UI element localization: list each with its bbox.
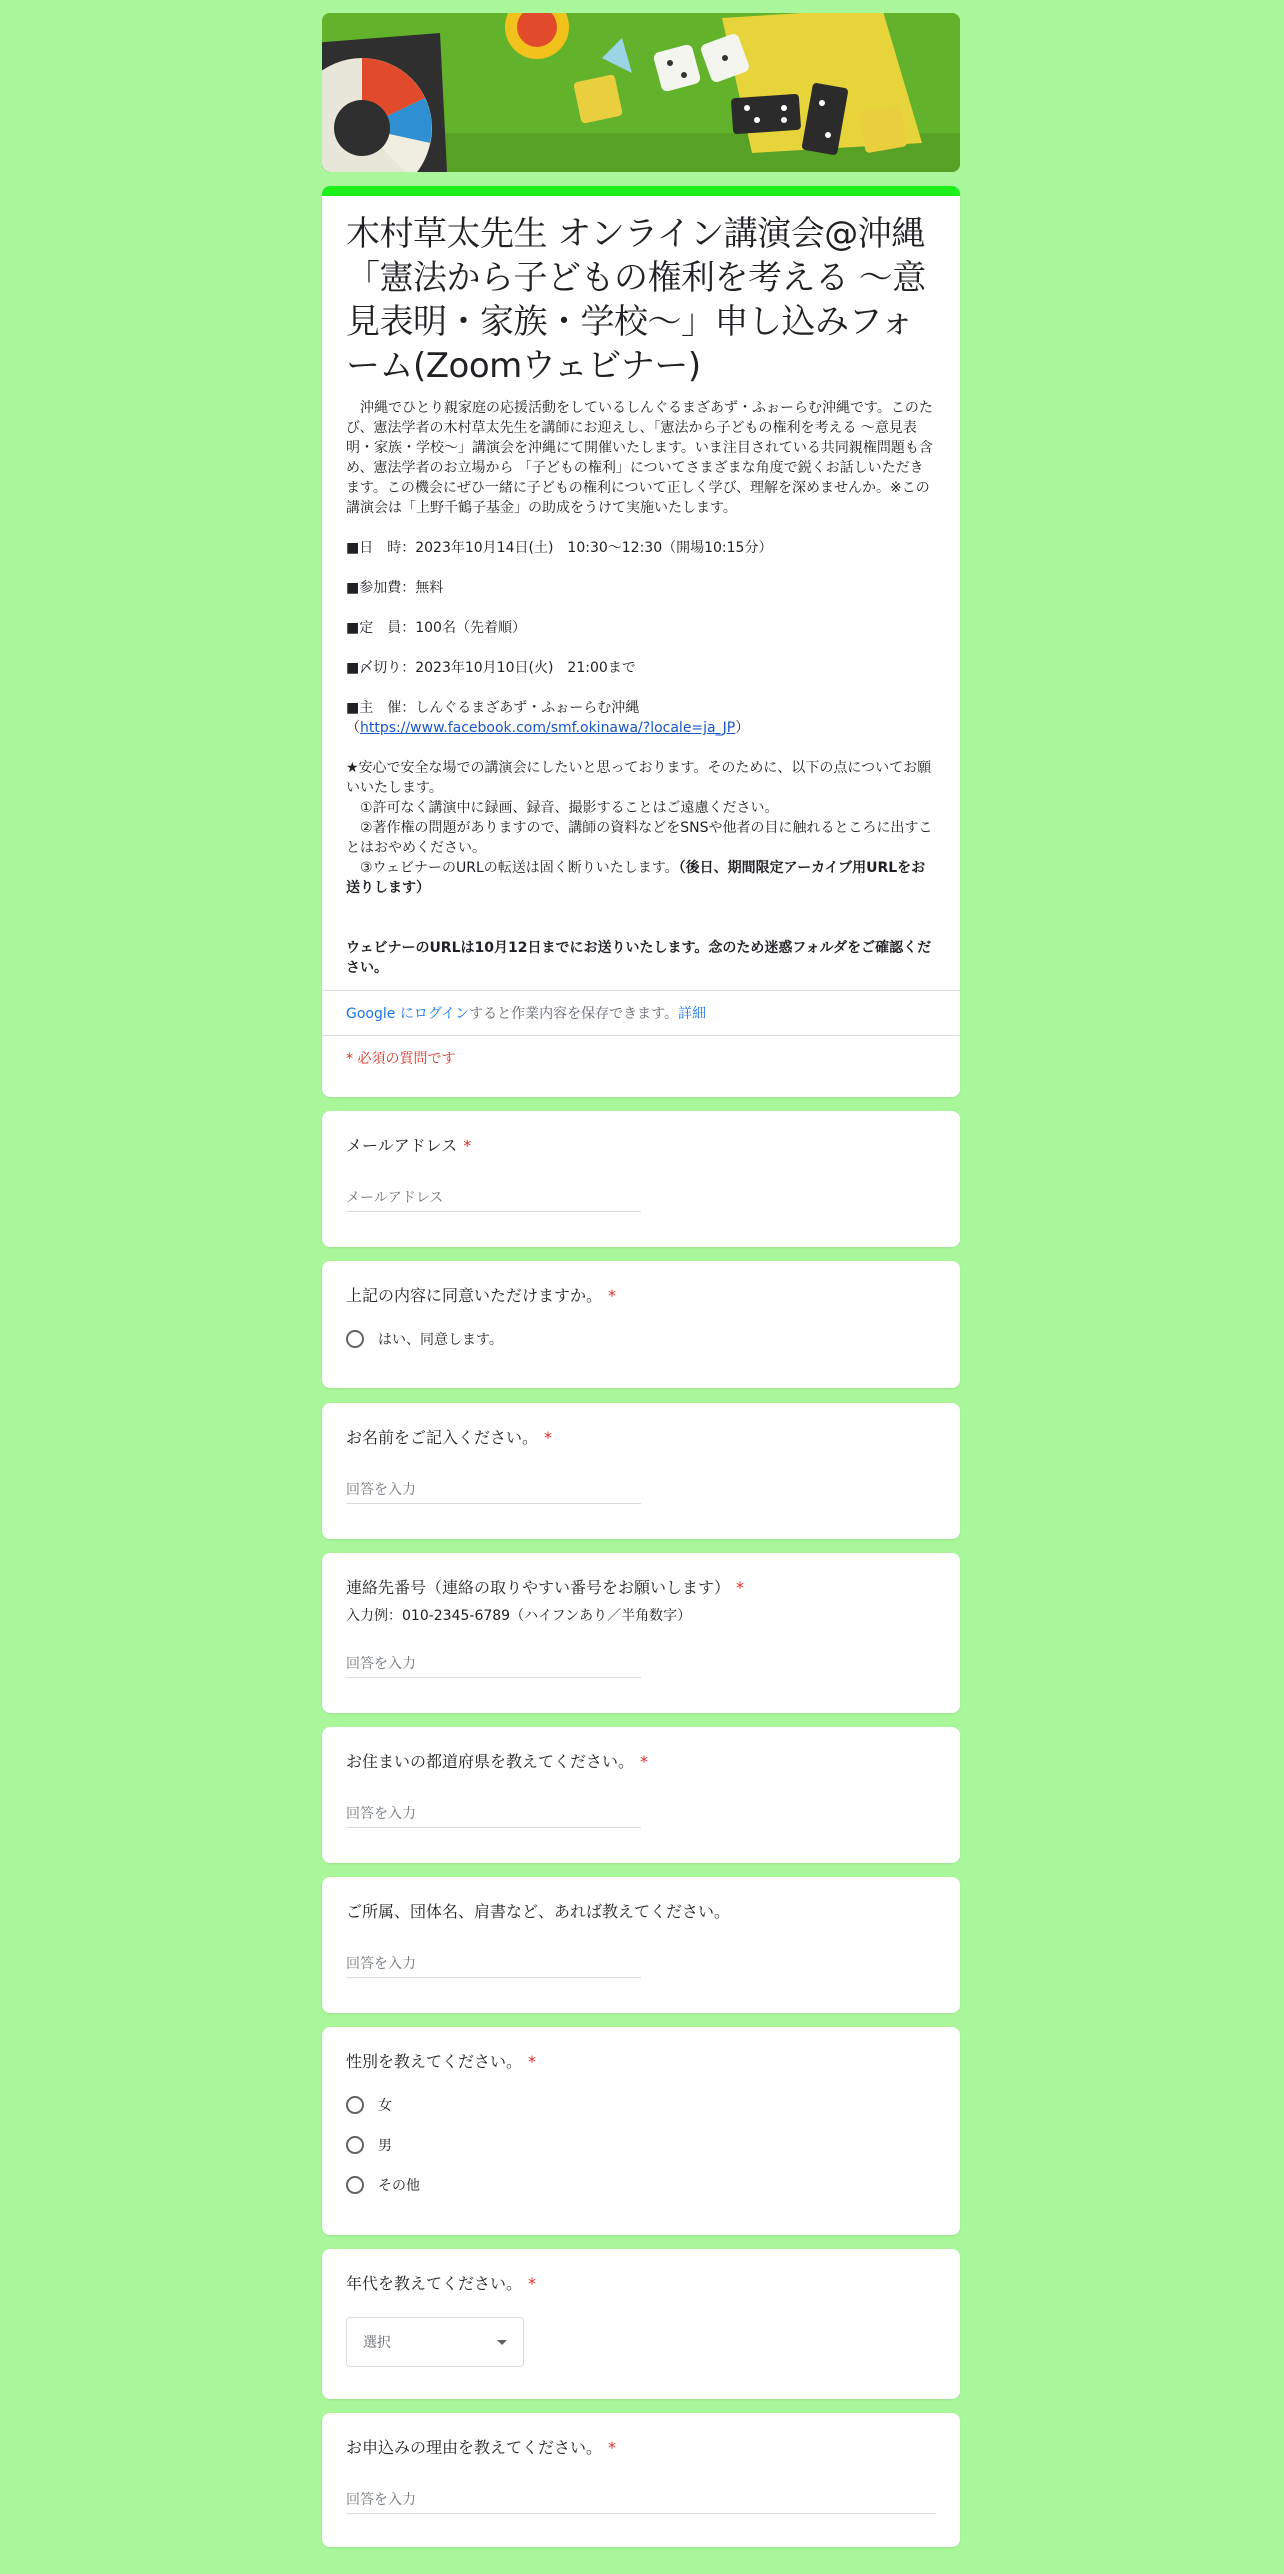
required-mark: * <box>640 1752 649 1771</box>
question-title: メールアドレス <box>346 1136 458 1155</box>
notice-item-2: ②著作権の問題がありますので、講師の資料などをSNSや他者の目に触れるところに出すことはおやめください。 <box>346 820 933 856</box>
prefecture-input[interactable]: 回答を入力 <box>346 1803 641 1828</box>
accent-bar <box>322 186 960 196</box>
required-mark: * <box>736 1578 745 1597</box>
question-reason <box>322 2413 960 2547</box>
phone-input[interactable]: 回答を入力 <box>346 1653 641 1678</box>
gender-option-male[interactable] <box>346 2135 936 2155</box>
gender-option-other[interactable] <box>346 2175 936 2195</box>
question-name <box>322 1403 960 1539</box>
question-gender <box>322 2027 960 2235</box>
affiliation-input[interactable]: 回答を入力 <box>346 1953 641 1978</box>
email-input[interactable]: メールアドレス <box>346 1187 641 1212</box>
radio-button[interactable] <box>346 2176 364 2194</box>
intro-text: 沖縄でひとり親家庭の応援活動をしているしんぐるまざあず・ふぉーらむ沖縄です。このたび、憲法学者の木村草太先生を講師にお迎えし、「憲法から子どもの権利を考える 〜意見表明・家族・学校〜」講演会を沖縄にて開催いたします。いま注目されている共同親権問題も含め、憲法学者のお立場から 「子どもの権利」についてさまざまな角度で鋭くお話しいただきます。この機会にぜひ一緒に子どもの権利について正しく学び、理解を深めませんか。※この講演会は「上野千鶴子基金」の助成をうけて実施いたします。 <box>346 400 933 516</box>
gender-option-female[interactable] <box>346 2095 936 2115</box>
required-mark: * <box>528 2274 537 2293</box>
event-date: ■日 時：2023年10月14日(土) 10:30〜12:30（開場10:15分） <box>346 540 773 556</box>
required-mark: * <box>544 1428 553 1447</box>
required-mark: * <box>528 2052 537 2071</box>
question-title: お住まいの都道府県を教えてください。 <box>346 1752 635 1771</box>
select-label: 選択 <box>363 2335 391 2351</box>
option-label: 男 <box>378 2138 392 2154</box>
required-mark: * <box>608 2438 617 2457</box>
required-mark: * <box>608 1286 617 1305</box>
option-label: 女 <box>378 2098 392 2114</box>
question-email <box>322 1111 960 1247</box>
question-prefecture <box>322 1727 960 1863</box>
name-input[interactable]: 回答を入力 <box>346 1479 641 1504</box>
notice-item-1: ①許可なく講演中に録画、録音、撮影することはご遠慮ください。 <box>346 800 779 816</box>
header-banner-image <box>322 13 960 172</box>
required-mark: * <box>463 1136 472 1155</box>
question-title: 上記の内容に同意いただけますか。 <box>346 1286 603 1305</box>
question-title: 年代を教えてください。 <box>346 2274 523 2293</box>
url-notice: ウェビナーのURLは10月12日までにお送りいたします。念のため迷惑フォルダをご確認ください。 <box>346 940 932 976</box>
question-title: ご所属、団体名、肩書など、あれば教えてください。 <box>346 1902 731 1921</box>
login-notice: Google にログインすると作業内容を保存できます。詳細 <box>346 1006 707 1022</box>
reason-input[interactable]: 回答を入力 <box>346 2489 936 2514</box>
question-title: お名前をご記入ください。 <box>346 1428 539 1447</box>
google-login-link[interactable]: Google にログイン <box>346 1006 470 1022</box>
required-note: * 必須の質問です <box>346 1051 456 1067</box>
event-deadline: ■〆切り：2023年10月10日(火) 21:00まで <box>346 660 636 676</box>
question-title: 連絡先番号（連絡の取りやすい番号をお願いします） <box>346 1578 731 1597</box>
form-header-card <box>322 186 960 1097</box>
event-fee: ■参加費：無料 <box>346 580 444 596</box>
question-title: お申込みの理由を教えてください。 <box>346 2438 603 2457</box>
question-consent <box>322 1261 960 1388</box>
details-link[interactable]: 詳細 <box>678 1006 707 1022</box>
dropdown-arrow-icon <box>497 2340 507 2345</box>
question-phone <box>322 1553 960 1713</box>
event-capacity: ■定 員：100名（先着順） <box>346 620 526 636</box>
radio-button[interactable] <box>346 2136 364 2154</box>
organizer-link-line: （https://www.facebook.com/smf.okinawa/?locale=ja_JP） <box>346 720 750 736</box>
radio-button[interactable] <box>346 2096 364 2114</box>
event-organizer: ■主 催：しんぐるまざあず・ふぉーらむ沖縄 <box>346 700 640 716</box>
question-help-text: 入力例：010‐2345‐6789（ハイフンあり／半角数字） <box>346 1608 692 1624</box>
radio-button[interactable] <box>346 1330 364 1348</box>
question-affiliation <box>322 1877 960 2013</box>
form-title: 木村草太先生 オンライン講演会@沖縄「憲法から子どもの権利を考える 〜意見表明・家族・学校〜」申し込みフォーム(Zoomウェビナー) <box>346 214 926 386</box>
option-label: その他 <box>378 2178 420 2194</box>
option-label: はい、同意します。 <box>378 1332 503 1348</box>
consent-option[interactable] <box>346 1329 936 1349</box>
form-description <box>346 398 936 978</box>
question-age <box>322 2249 960 2399</box>
organizer-facebook-link[interactable]: https://www.facebook.com/smf.okinawa/?locale=ja_JP <box>360 720 736 736</box>
question-title: 性別を教えてください。 <box>346 2052 523 2071</box>
notice-item-3: ③ウェビナーのURLの転送は固く断りいたします。（後日、期間限定アーカイブ用URLをお送りします） <box>346 860 926 896</box>
notice-head: ★安心で安全な場での講演会にしたいと思っております。そのために、以下の点についてお願いいたします。 <box>346 760 932 796</box>
age-select[interactable] <box>346 2317 524 2367</box>
